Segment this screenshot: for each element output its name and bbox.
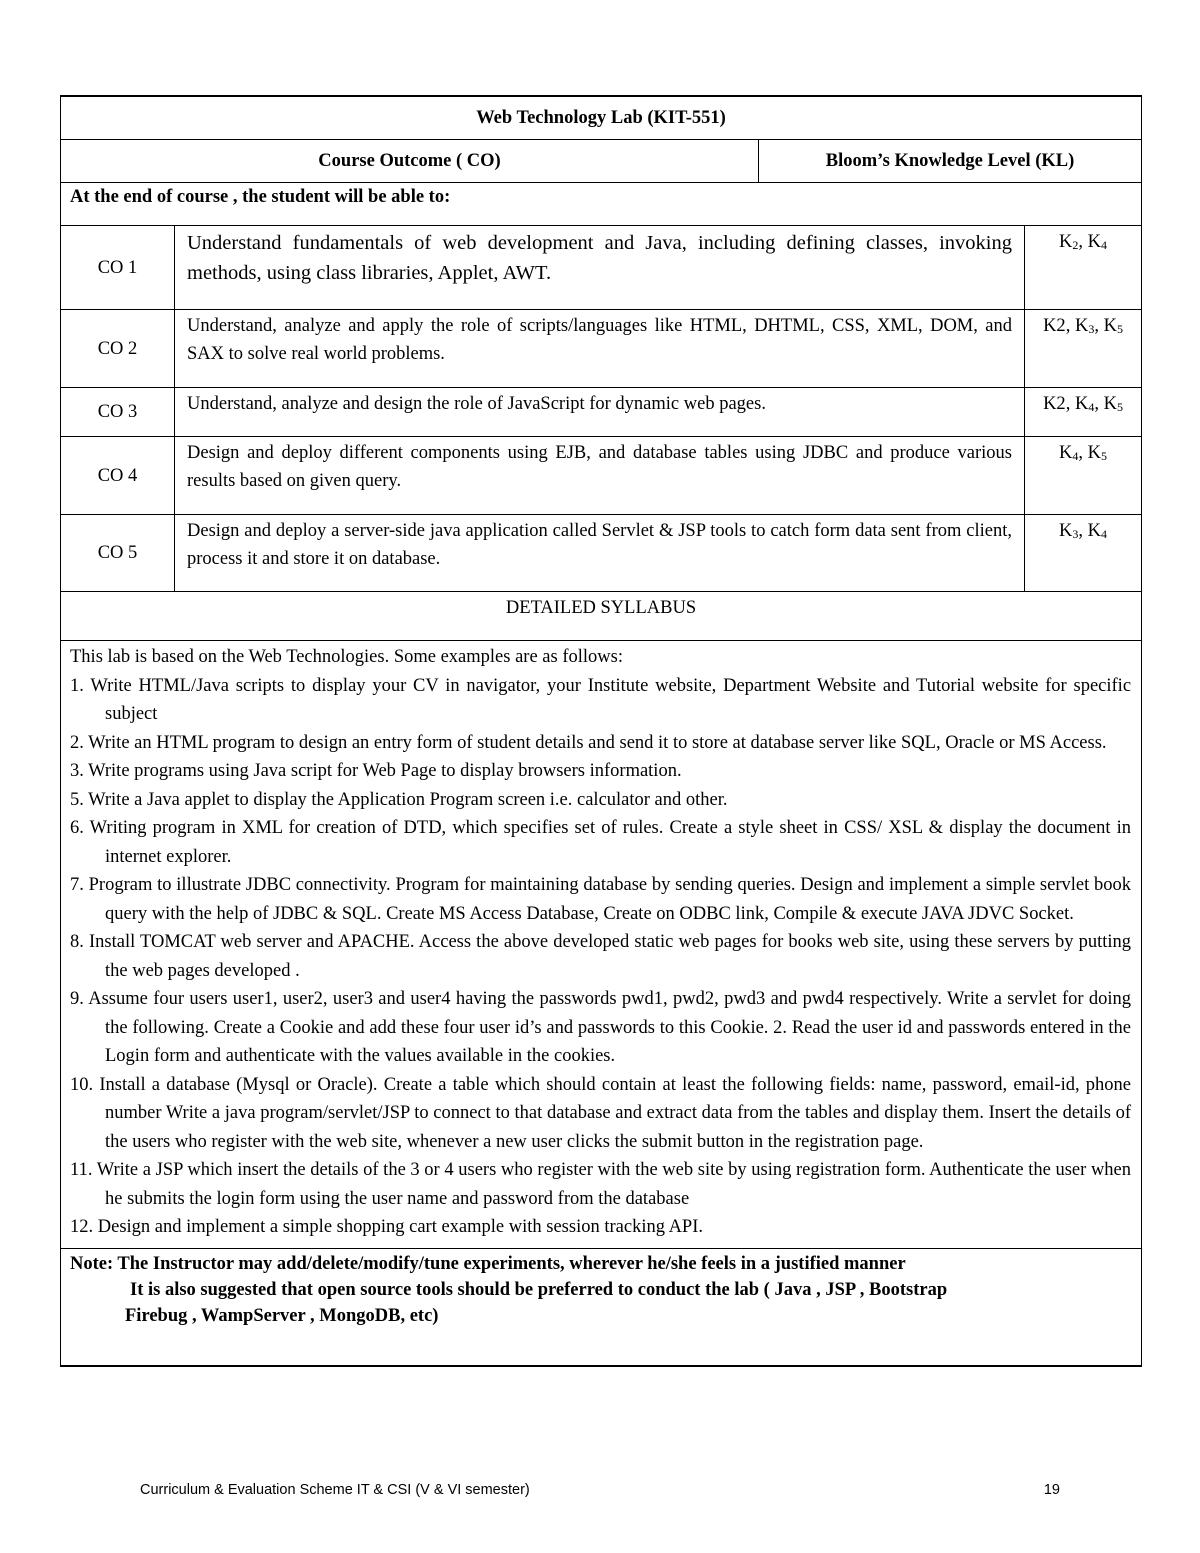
co-code: CO 5 [61, 515, 175, 592]
experiment-list [70, 672, 1131, 1242]
list-item: 9. Assume four users user1, user2, user3 and user4 having the passwords pwd1, pwd2, pwd3 and pwd4 respectively. Write a servlet for doing the following. Create a Cookie and add these four user id’s and passwords to this Cookie. 2. Read the user id and passwords entered in the Login form and authenticate with the values available in the cookies. [70, 989, 1132, 1066]
kl-value: K2 [1043, 316, 1066, 336]
course-outcome-header: Course Outcome ( CO) [61, 140, 759, 183]
header-row [61, 140, 1142, 183]
syllabus-heading-row [61, 592, 1142, 641]
footer-text: Curriculum & Evaluation Scheme IT & CSI (V & VI semester) [140, 1482, 530, 1498]
intro-row [61, 183, 1142, 226]
outcome-row [61, 388, 1142, 437]
list-item: 5. Write a Java applet to display the Application Program screen i.e. calculator and other. [70, 789, 728, 810]
co-knowledge-level: $K_4$, $K_5$ [1025, 437, 1142, 515]
list-item: 1. Write HTML/Java scripts to display your CV in navigator, your Institute website, Department Website and Tutorial website for specific subject [70, 675, 1132, 724]
co-knowledge-level: K2, $K_3$, $K_5$ [1025, 310, 1142, 388]
note-line: It is also suggested that open source tools should be preferred to conduct the lab ( Java , JSP , Bootstrap [130, 1279, 948, 1300]
list-item: 2. Write an HTML program to design an entry form of student details and send it to store at database server like SQL, Oracle or MS Access. [70, 732, 1107, 753]
syllabus-intro: This lab is based on the Web Technologies. Some examples are as follows: [70, 647, 623, 667]
kl-value: $K_3$ [1074, 316, 1095, 336]
kl-value: $K_4$ [1059, 443, 1079, 463]
kl-value: $K_5$ [1087, 443, 1108, 463]
co-description: Understand, analyze and apply the role of scripts/languages like HTML, DHTML, CSS, XML, DOM, and SAX to solve real world problems. [175, 310, 1025, 388]
co-code: CO 2 [61, 310, 175, 388]
co-description: Design and deploy different components using EJB, and database tables using JDBC and produce various results based on given query. [175, 437, 1025, 515]
kl-value: $K_5$ [1103, 316, 1123, 336]
course-title: Web Technology Lab (KIT-551) [61, 96, 1142, 140]
kl-value: $K_2$ [1059, 232, 1079, 252]
syllabus-heading: DETAILED SYLLABUS [61, 592, 1142, 641]
kl-value: $K_5$ [1103, 394, 1123, 414]
kl-value: $K_4$ [1087, 521, 1108, 541]
note-row [61, 1248, 1142, 1366]
co-description: Understand fundamentals of web development and Java, including defining classes, invoking methods, using class libraries, Applet, AWT. [175, 226, 1025, 310]
co-code: CO 3 [61, 388, 175, 437]
syllabus-table [60, 95, 1142, 1367]
co-knowledge-level: $K_2$, $K_4$ [1025, 226, 1142, 310]
outcome-intro: At the end of course , the student will be able to: [61, 183, 1142, 226]
knowledge-level-header: Bloom’s Knowledge Level (KL) [759, 140, 1142, 183]
syllabus-content [61, 641, 1142, 1249]
co-knowledge-level: K2, $K_4$, $K_5$ [1025, 388, 1142, 437]
syllabus-row [61, 641, 1142, 1249]
list-item: 10. Install a database (Mysql or Oracle). Create a table which should contain at least the following fields: name, password, email-id, phone number Write a java program/servlet/JSP to connect to that database and extract data from the tables and display them. Insert the details of the users who register with the web site, whenever a new user clicks the submit button in the registration page. [70, 1074, 1132, 1152]
co-knowledge-level: $K_3$, $K_4$ [1025, 515, 1142, 592]
list-item: 6. Writing program in XML for creation of DTD, which specifies set of rules. Create a style sheet in CSS/ XSL & display the document in internet explorer. [70, 818, 1132, 867]
kl-value: $K_3$ [1059, 521, 1079, 541]
list-item: 12. Design and implement a simple shopping cart example with session tracking API. [70, 1217, 704, 1237]
outcome-row [61, 437, 1142, 515]
kl-value: $K_4$ [1074, 394, 1095, 414]
note-line: Note: The Instructor may add/delete/modify/tune experiments, wherever he/she feels in a justified manner [70, 1253, 906, 1274]
list-item: 7. Program to illustrate JDBC connectivity. Program for maintaining database by sending queries. Design and implement a simple servlet book query with the help of JDBC & SQL. Create MS Access Database, Create on ODBC link, Compile & execute JAVA JDVC Socket. [70, 875, 1132, 924]
kl-value: $K_4$ [1087, 232, 1108, 252]
note-line: Firebug , WampServer , MongoDB, etc) [125, 1305, 439, 1326]
list-item: 11. Write a JSP which insert the details of the 3 or 4 users who register with the web site by using registration form. Authenticate the user when he submits the login form using the user name and password from the database [70, 1160, 1132, 1209]
co-code: CO 1 [61, 226, 175, 310]
outcome-row [61, 515, 1142, 592]
outcome-row [61, 226, 1142, 310]
title-row [61, 96, 1142, 140]
co-description: Understand, analyze and design the role of JavaScript for dynamic web pages. [175, 388, 1025, 437]
co-code: CO 4 [61, 437, 175, 515]
outcome-row [61, 310, 1142, 388]
instructor-note [61, 1248, 1142, 1366]
page-number: 19 [1043, 1482, 1060, 1498]
co-description: Design and deploy a server-side java application called Servlet & JSP tools to catch form data sent from client, process it and store it on database. [175, 515, 1025, 592]
list-item: 8. Install TOMCAT web server and APACHE. Access the above developed static web pages for books web site, using these servers by putting the web pages developed . [70, 932, 1132, 981]
kl-value: K2 [1043, 394, 1066, 414]
list-item: 3. Write programs using Java script for Web Page to display browsers information. [70, 761, 682, 781]
